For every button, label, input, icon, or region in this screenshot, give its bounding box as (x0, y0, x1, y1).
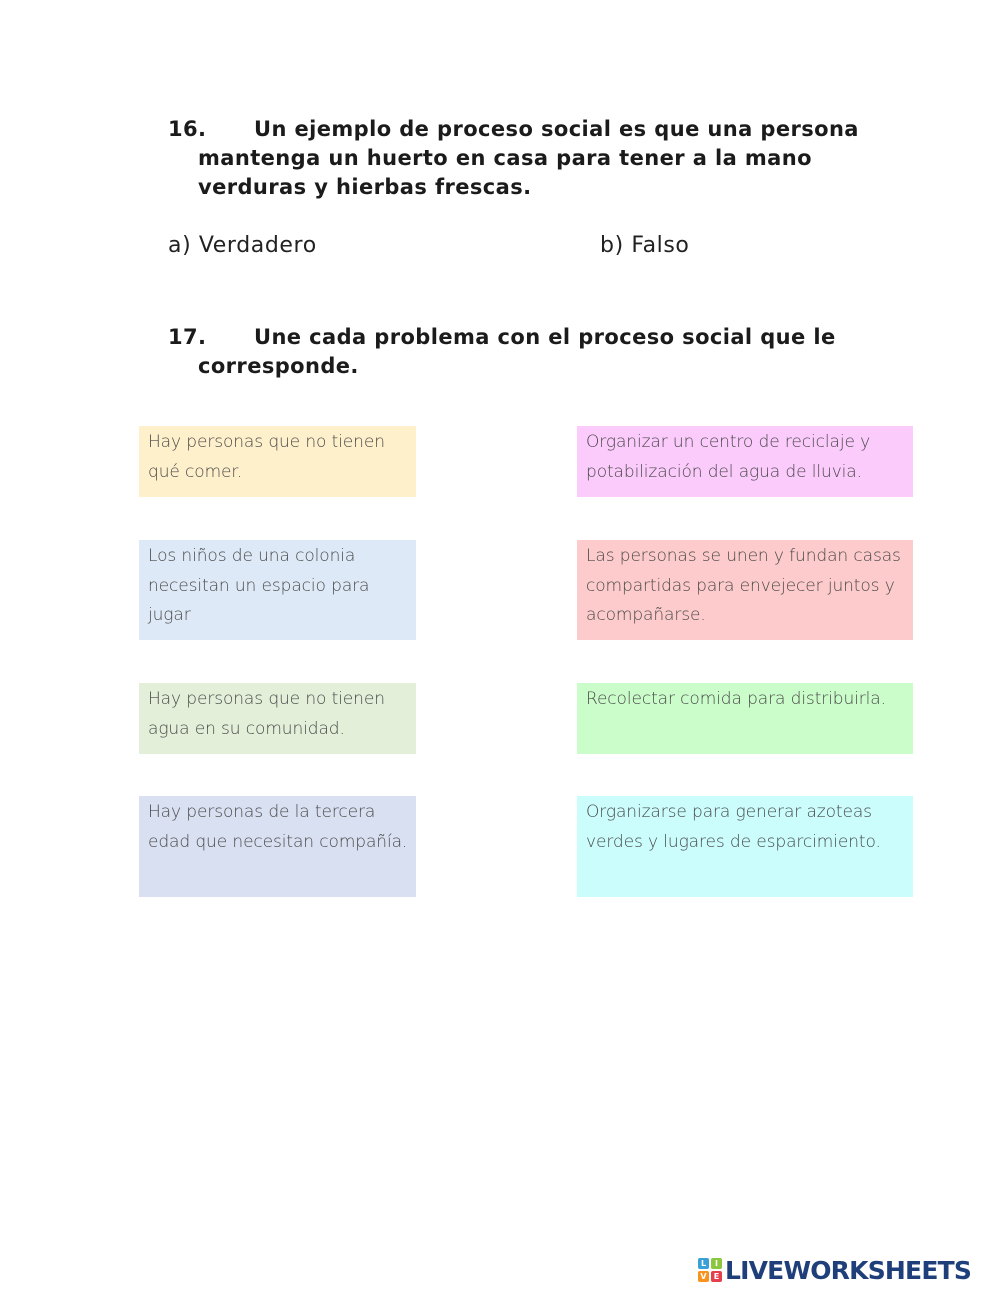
process-card-2[interactable]: Las personas se unen y fundan casas compartidas para envejecer juntos y acompañarse. (577, 540, 913, 640)
liveworksheets-logo (698, 1256, 971, 1284)
logo-letter-v: V (698, 1271, 709, 1282)
option-b-falso[interactable]: b) Falso (600, 233, 690, 258)
process-card-1[interactable]: Organizar un centro de reciclaje y potabilización del agua de lluvia. (577, 426, 913, 497)
question-17-text-line-2: corresponde. (198, 354, 359, 378)
problem-card-3[interactable]: Hay personas que no tienen agua en su comunidad. (139, 683, 416, 754)
question-16-text-line-1: Un ejemplo de proceso social es que una persona (254, 117, 859, 141)
problem-card-4[interactable]: Hay personas de la tercera edad que necesitan compañía. (139, 796, 416, 897)
question-16-text-line-3: verduras y hierbas frescas. (198, 175, 532, 199)
process-card-4[interactable]: Organizarse para generar azoteas verdes y lugares de esparcimiento. (577, 796, 913, 897)
question-17-number: 17. (168, 325, 207, 349)
question-17-text-line-1: Une cada problema con el proceso social que le (254, 325, 836, 349)
question-17 (168, 323, 868, 381)
logo-letter-i: I (711, 1258, 722, 1269)
problem-card-1[interactable]: Hay personas que no tienen qué comer. (139, 426, 416, 497)
liveworksheets-brand-text: LIVEWORKSHEETS (725, 1255, 972, 1285)
logo-letter-l: L (698, 1258, 709, 1269)
logo-letter-e: E (711, 1271, 722, 1282)
question-16-text-line-2: mantenga un huerto en casa para tener a la mano (198, 146, 812, 170)
question-16 (168, 115, 868, 202)
question-16-number: 16. (168, 117, 207, 141)
process-card-3[interactable]: Recolectar comida para distribuirla. (577, 683, 913, 754)
liveworksheets-logo-icon (698, 1258, 722, 1282)
problem-card-2[interactable]: Los niños de una colonia necesitan un espacio para jugar (139, 540, 416, 640)
option-a-verdadero[interactable]: a) Verdadero (168, 233, 317, 258)
